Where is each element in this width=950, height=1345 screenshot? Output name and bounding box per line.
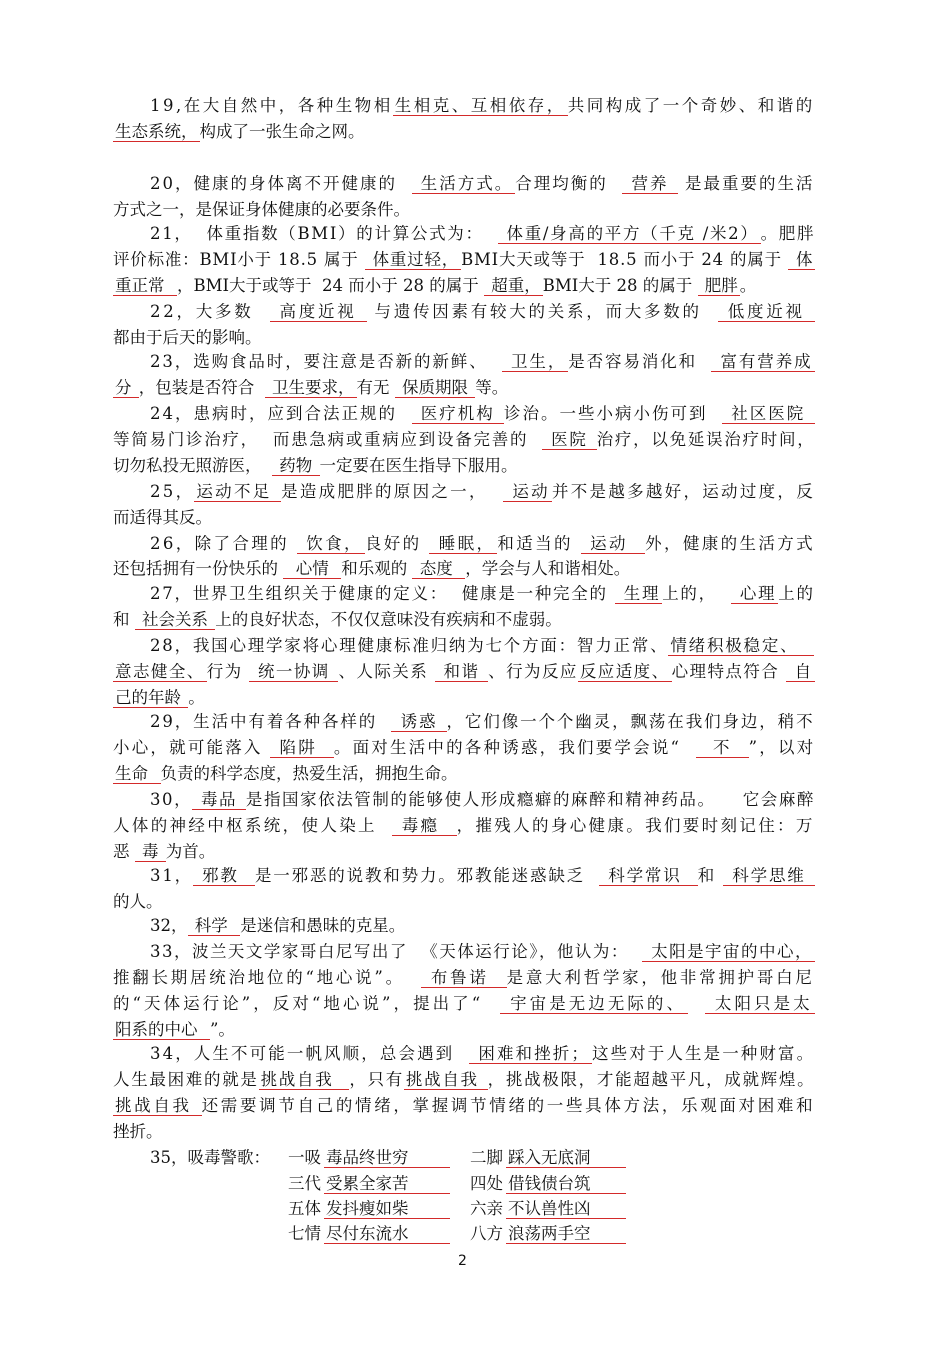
filled-blank-answer: 反应适度、 — [579, 662, 670, 681]
text-line — [113, 840, 215, 864]
text-line — [113, 376, 508, 400]
song-line-answer: 毒品终世穷 — [324, 1148, 450, 1168]
text-run: 等。 — [475, 378, 509, 397]
text-run: 是迷信和愚昧的克星。 — [240, 916, 406, 935]
text-line — [150, 402, 815, 426]
filled-blank-answer: 诱惑 — [393, 712, 445, 731]
filled-blank-answer: 体重过轻， — [366, 250, 460, 269]
text-run: 25， — [150, 482, 195, 501]
text-run: ，包装是否符合 — [138, 378, 265, 397]
filled-blank-answer: 生态系统， — [115, 122, 198, 141]
text-run: 26，除了合理的 — [150, 534, 297, 553]
text-run: 和 — [697, 866, 724, 885]
text-run: 外，健康的生活方式 — [645, 534, 815, 553]
text-run: 19,在大自然中，各种生物相 — [150, 96, 393, 115]
text-line — [113, 966, 815, 990]
text-run: ”。 — [210, 1020, 235, 1039]
filled-blank-answer: 情绪积极稳定、 — [670, 636, 813, 655]
text-line — [150, 350, 815, 374]
page-number: 2 — [458, 1253, 467, 1269]
filled-blank-answer: 挑战自我 — [260, 1070, 348, 1089]
song-line — [506, 1197, 626, 1221]
text-line — [150, 94, 815, 118]
text-run: 等简易门诊治疗， 而患急病或重病应到设备完善的 — [113, 430, 543, 449]
filled-blank-answer: 生命 — [115, 764, 159, 783]
filled-blank-answer: 阳系的中心 — [115, 1020, 208, 1039]
text-run: 33，波兰天文学家哥白尼写出了 《天体运行论》，他认为： — [150, 942, 643, 961]
song-line-label: 二脚 — [470, 1148, 503, 1167]
song-line-answer: 借钱债台筑 — [506, 1174, 626, 1194]
text-line — [113, 120, 365, 144]
text-run: 是最重要的生活 — [677, 174, 815, 193]
text-run: 的“天体运行论”，反对“地心说”，提出了“ — [113, 994, 500, 1013]
text-run: 诊治。一些小病小伤可到 — [504, 404, 722, 423]
text-run: 有无 — [356, 378, 395, 397]
text-line — [113, 274, 756, 298]
text-run: 31， — [150, 866, 194, 885]
text-line — [150, 710, 814, 734]
text-run: 、人际关系 — [338, 662, 435, 681]
filled-blank-answer: 高度近视 — [271, 302, 365, 321]
text-run: 这些对于人生是一种财富。 — [591, 1044, 816, 1063]
text-line — [150, 480, 815, 504]
text-run: 30， — [150, 790, 193, 809]
text-run: 一定要在医生指导下服用。 — [319, 456, 518, 475]
text-run: 构成了一张生命之网。 — [199, 122, 365, 141]
text-run: 与遗传因素有较大的关系，而大多数的 — [366, 302, 718, 321]
filled-blank-answer: 生理 — [616, 584, 661, 603]
song-intro: 35，吸毒警歌： — [150, 1148, 270, 1167]
text-line — [113, 992, 815, 1016]
song-line — [506, 1146, 626, 1170]
text-run: 是否容易消化和 — [568, 352, 712, 371]
filled-blank-answer: 重正常 — [115, 276, 175, 295]
text-run: 。肥胖 — [760, 224, 816, 243]
filled-blank-answer: 药物 — [274, 456, 318, 475]
text-run: 。 — [188, 688, 205, 707]
text-run: 还包括拥有一份快乐的 — [113, 559, 284, 578]
song-line — [506, 1172, 626, 1196]
filled-blank-answer: 挑战自我 — [405, 1070, 486, 1089]
text-line — [150, 914, 405, 938]
song-line-answer: 踩入无底洞 — [506, 1148, 626, 1168]
filled-blank-answer: 太阳只是太 — [706, 994, 813, 1013]
text-run: 都由于后天的影响。 — [113, 328, 262, 347]
filled-blank-answer: 睡眠， — [431, 534, 496, 553]
text-run: 还需要调节自己的情绪，掌握调节情绪的一些具体方法，乐观面对困难和 — [201, 1096, 816, 1115]
text-run: 和 — [113, 610, 135, 629]
text-run: 人生最困难的就是 — [113, 1070, 259, 1089]
text-line — [150, 788, 815, 812]
song-line-label: 一吸 — [288, 1148, 321, 1167]
filled-blank-answer: 肥胖 — [699, 276, 738, 295]
filled-blank-answer: 富有营养成 — [713, 352, 813, 371]
filled-blank-answer: 和谐 — [436, 662, 487, 681]
text-line — [113, 326, 262, 350]
filled-blank-answer: 态度 — [414, 559, 464, 578]
text-line — [150, 1042, 815, 1066]
text-run: 是一邪恶的说教和势力。邪教能迷惑缺乏 — [254, 866, 600, 885]
text-run: 24，患病时，应到合法正规的 — [150, 404, 412, 423]
text-run: 的人。 — [113, 892, 163, 911]
song-line — [324, 1222, 450, 1246]
filled-blank-answer: 运动 — [504, 482, 550, 501]
filled-blank-answer: 心理 — [732, 584, 777, 603]
text-line — [113, 686, 205, 710]
text-line — [113, 814, 815, 838]
text-run: 22，大多数 — [150, 302, 270, 321]
filled-blank-answer: 超重， — [486, 276, 541, 295]
song-line — [324, 1146, 450, 1170]
text-run: 推翻长期居统治地位的“地心说”。 — [113, 968, 421, 987]
text-run: 上的， — [662, 584, 731, 603]
text-run: 是造成肥胖的原因之一， — [281, 482, 503, 501]
text-run: 上的 — [778, 584, 815, 603]
filled-blank-answer: 分 — [115, 378, 137, 397]
text-run: 、行为反应 — [488, 662, 578, 681]
text-run: 恶 — [113, 842, 135, 861]
filled-blank-answer: 太阳是宇宙的中心， — [644, 942, 813, 961]
text-run: 心理特点符合 — [671, 662, 786, 681]
text-run: 27，世界卫生组织关于健康的定义： 健康是一种完全的 — [150, 584, 615, 603]
song-line-label: 六亲 — [470, 1199, 503, 1218]
filled-blank-answer: 困难和挫折； — [470, 1044, 590, 1063]
filled-blank-answer: 科学常识 — [601, 866, 696, 885]
text-run: BMI大于 28 的属于 — [542, 276, 698, 295]
song-line-answer: 浪荡两手空 — [506, 1224, 626, 1244]
filled-blank-answer: 卫生， — [503, 352, 567, 371]
text-run: 32， — [150, 916, 188, 935]
filled-blank-answer: 己的年龄 — [115, 688, 187, 707]
text-run: 并不是越多越好，运动过度，反 — [551, 482, 815, 501]
filled-blank-answer: 毒 — [136, 842, 164, 861]
song-line-answer: 发抖瘦如柴 — [324, 1199, 450, 1219]
filled-blank-answer: 宇宙是无边无际的、 — [501, 994, 687, 1013]
filled-blank-answer: 饮食， — [298, 534, 363, 553]
filled-blank-answer: 生相克、互相依存， — [394, 96, 566, 115]
text-run: 上的良好状态，不仅仅意味没有疾病和不虚弱。 — [215, 610, 562, 629]
text-line — [113, 1120, 163, 1144]
filled-blank-answer: 社区医院 — [724, 404, 813, 423]
text-run: 小心，就可能落入 — [113, 738, 271, 757]
song-line-label: 七情 — [288, 1224, 321, 1243]
song-line-label: 三代 — [288, 1174, 321, 1193]
text-run: 。面对生活中的各种诱惑，我们要学会说“ — [333, 738, 697, 757]
text-line — [113, 660, 815, 684]
text-run: 人体的神经中枢系统，使人染上 — [113, 816, 393, 835]
text-line — [113, 506, 212, 530]
text-run: 为首。 — [165, 842, 216, 861]
song-line — [324, 1197, 450, 1221]
text-run: 负责的科学态度，热爱生活，拥抱生命。 — [160, 764, 458, 783]
filled-blank-answer: 卫生要求， — [266, 378, 355, 397]
filled-blank-answer: 科学 — [189, 916, 239, 935]
text-run: 共同构成了一个奇妙、和谐的 — [567, 96, 815, 115]
text-line — [113, 762, 458, 786]
text-line — [113, 608, 562, 632]
text-run: 28，我国心理学家将心理健康标准归纳为七个方面：智力正常、 — [150, 636, 669, 655]
text-run: 29，生活中有着各种各样的 — [150, 712, 392, 731]
filled-blank-answer: 意志健全、 — [115, 662, 205, 681]
text-run: ”，以对 — [748, 738, 816, 757]
text-run: 和适当的 — [497, 534, 581, 553]
text-run: 20，健康的身体离不开健康的 — [150, 174, 412, 193]
song-line-label: 八方 — [470, 1224, 503, 1243]
text-line — [113, 454, 518, 478]
text-line — [113, 557, 630, 581]
text-run: ，摧残人的身心健康。我们要时刻记住：万 — [456, 816, 815, 835]
text-run: 而适得其反。 — [113, 508, 212, 527]
filled-blank-answer: 低度近视 — [719, 302, 813, 321]
text-run — [688, 994, 705, 1013]
text-line — [150, 634, 814, 658]
text-run: 合理均衡的 — [515, 174, 623, 193]
filled-blank-answer: 运动不足 — [196, 482, 280, 501]
text-run: ，学会与人和谐相处。 — [465, 559, 631, 578]
text-line — [113, 248, 815, 272]
filled-blank-answer: 生活方式。 — [413, 174, 514, 193]
text-run: ，挑战极限，才能超越平凡，成就辉煌。 — [487, 1070, 816, 1089]
song-line-answer: 不认兽性凶 — [506, 1199, 626, 1219]
text-line — [150, 532, 815, 556]
text-run: 是指国家依法管制的能够使人形成瘾癖的麻醉和精神药品。 它会麻醉 — [245, 790, 815, 809]
filled-blank-answer: 心情 — [285, 559, 340, 578]
text-run: ，只有 — [349, 1070, 404, 1089]
filled-blank-answer: 体 — [789, 250, 814, 269]
text-line — [113, 1094, 815, 1118]
text-line — [113, 428, 815, 452]
text-run: 方式之一，是保证身体健康的必要条件。 — [113, 200, 410, 219]
filled-blank-answer: 医院 — [544, 430, 595, 449]
text-line — [150, 300, 815, 324]
text-line — [113, 736, 815, 760]
song-line-label: 五体 — [288, 1199, 321, 1218]
text-run: 评价标准：BMI小于 18.5 属于 — [113, 250, 365, 269]
text-run: BMI大天或等于 18.5 而小于 24 的属于 — [461, 250, 788, 269]
text-run: 良好的 — [364, 534, 430, 553]
filled-blank-answer: 统一协调 — [251, 662, 337, 681]
filled-blank-answer: 挑战自我 — [115, 1096, 200, 1115]
text-run: 行为 — [206, 662, 250, 681]
filled-blank-answer: 保质期限 — [396, 378, 474, 397]
song-line-label: 四处 — [470, 1174, 503, 1193]
song-line-answer: 尽付东流水 — [324, 1224, 450, 1244]
filled-blank-answer: 自 — [787, 662, 813, 681]
text-run: 34，人生不可能一帆风顺，总会遇到 — [150, 1044, 469, 1063]
filled-blank-answer: 邪教 — [195, 866, 253, 885]
text-line — [113, 890, 163, 914]
song-line — [324, 1172, 450, 1196]
filled-blank-answer: 体重/身高的平方（千克 /米2） — [499, 224, 759, 243]
filled-blank-answer: 医疗机构 — [413, 404, 502, 423]
song-line — [506, 1222, 626, 1246]
text-line — [113, 1018, 235, 1042]
filled-blank-answer: 科学思维 — [725, 866, 813, 885]
text-line — [150, 940, 815, 964]
text-line — [150, 864, 815, 888]
filled-blank-answer: 布鲁诺 — [422, 968, 505, 987]
text-line — [113, 1068, 815, 1092]
filled-blank-answer: 毒品 — [194, 790, 244, 809]
text-run: 切勿私投无照游医， — [113, 456, 272, 475]
filled-blank-answer: 社会关系 — [136, 610, 214, 629]
text-run: 和乐观的 — [341, 559, 413, 578]
song-line-answer: 受累全家苦 — [324, 1174, 450, 1194]
text-run: 23，选购食品时，要注意是否新的新鲜、 — [150, 352, 502, 371]
filled-blank-answer: 不 — [698, 738, 747, 757]
text-run: 是意大利哲学家，他非常拥护哥白尼 — [506, 968, 815, 987]
filled-blank-answer: 运动 — [582, 534, 644, 553]
text-run: 。 — [739, 276, 757, 295]
filled-blank-answer: 陷阱 — [272, 738, 332, 757]
filled-blank-answer: 营养 — [624, 174, 676, 193]
filled-blank-answer: 毒瘾 — [394, 816, 455, 835]
text-run: ，BMI大于或等于 24 而小于 28 的属于 — [177, 276, 484, 295]
text-line — [113, 198, 410, 222]
text-run: 21， 体重指数（BMI）的计算公式为： — [150, 224, 498, 243]
text-run: 治疗，以免延误治疗时间， — [596, 430, 816, 449]
text-line — [150, 582, 815, 606]
text-line — [150, 172, 815, 196]
text-run: ，它们像一个个幽灵，飘荡在我们身边，稍不 — [446, 712, 815, 731]
text-run: 挫折。 — [113, 1122, 163, 1141]
text-line — [150, 222, 815, 246]
